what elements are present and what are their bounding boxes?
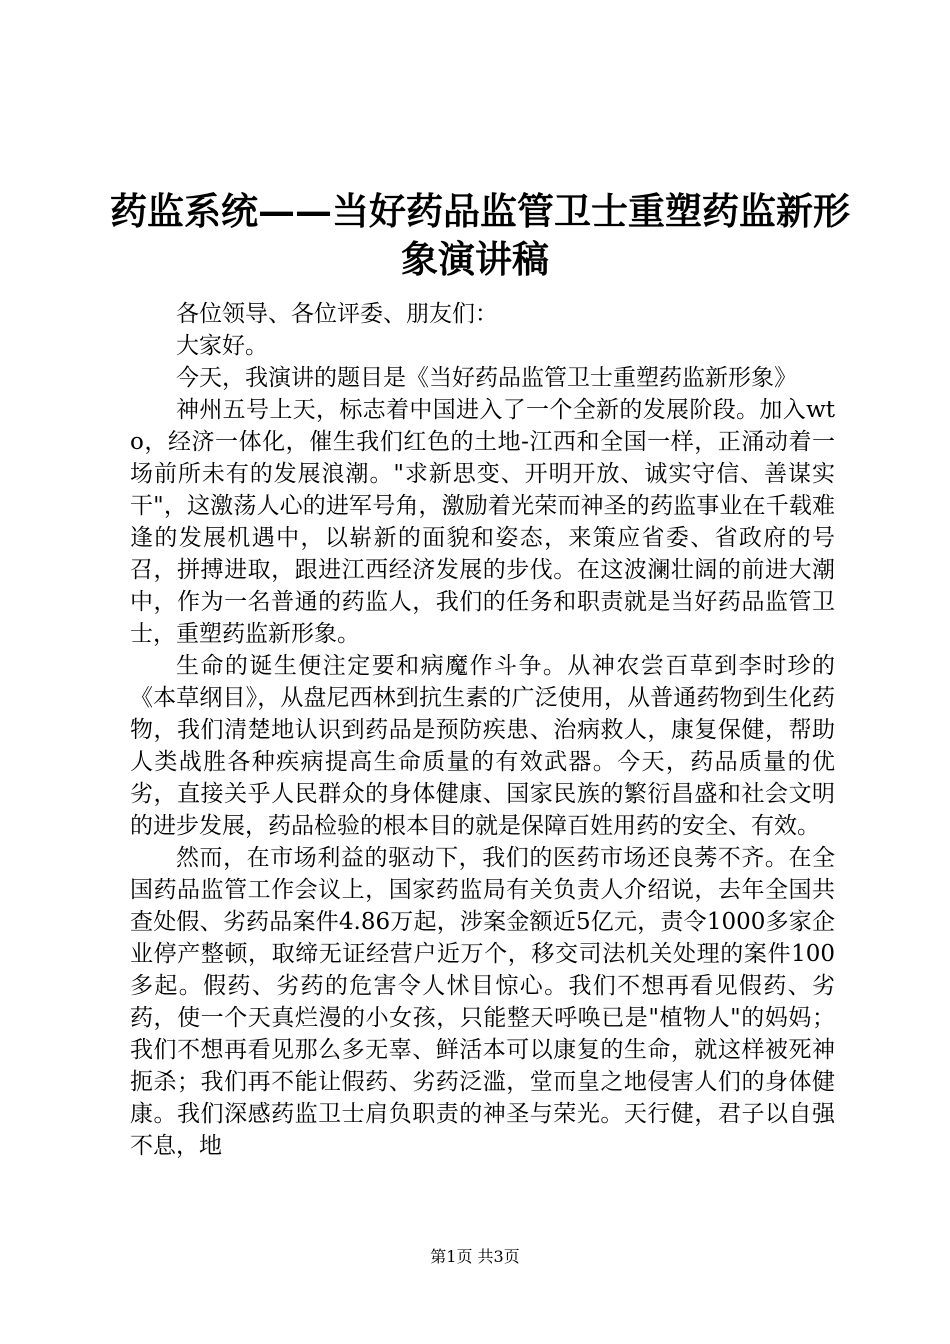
salutation-paragraph: 各位领导、各位评委、朋友们： [176,301,498,327]
document-title-line-2: 象演讲稿 [401,237,549,281]
document-body [130,298,835,1162]
body-paragraph: 神州五号上天，标志着中国进入了一个全新的发展阶段。加入wto，经济一体化，催生我们红色的土地-江西和全国一样，正涌动着一场前所未有的发展浪潮。"求新思变、开明开放、诚实守信、善谋实干"，这激荡人心的进军号角，激励着光荣而神圣的药监事业在千载难逢的发展机遇中，以崭新的面貌和姿态，来策应省委、省政府的号召，拼搏进取，跟进江西经济发展的步伐。在这波澜壮阔的前进大潮中，作为一名普通的药监人，我们的任务和职责就是当好药品监管卫士，重塑药监新形象。 [130,397,835,647]
document-title-line-1: 药监系统——当好药品监管卫士重塑药监新形 [110,189,850,233]
body-paragraph: 生命的诞生便注定要和病魔作斗争。从神农尝百草到李时珍的《本草纲目》，从盘尼西林到抗生素的广泛使用，从普通药物到生化药物，我们清楚地认识到药品是预防疾患、治病救人，康复保健，帮助人类战胜各种疾病提高生命质量的有效武器。今天，药品质量的优劣，直接关乎人民群众的身体健康、国家民族的繁衍昌盛和社会文明的进步发展，药品检验的根本目的就是保障百姓用药的安全、有效。 [130,653,835,839]
topic-paragraph: 今天，我演讲的题目是《当好药品监管卫士重塑药监新形象》 [176,365,797,391]
body-paragraph: 然而，在市场利益的驱动下，我们的医药市场还良莠不齐。在全国药品监管工作会议上，国家药监局有关负责人介绍说，去年全国共查处假、劣药品案件4.86万起，涉案金额近5亿元，责令1000多家企业停产整顿，取缔无证经营户近万个，移交司法机关处理的案件100多起。假药、劣药的危害令人怵目惊心。我们不想再看见假药、劣药，使一个天真烂漫的小女孩，只能整天呼唤已是"植物人"的妈妈；我们不想再看见那么多无辜、鲜活本可以康复的生命，就这样被死神扼杀；我们再不能让假药、劣药泛滥，堂而皇之地侵害人们的身体健康。我们深感药监卫士肩负职责的神圣与荣光。天行健，君子以自强不息，地 [130,845,835,1159]
greeting-paragraph: 大家好。 [176,333,268,359]
page-number-footer: 第1页 共3页 [430,1247,520,1266]
